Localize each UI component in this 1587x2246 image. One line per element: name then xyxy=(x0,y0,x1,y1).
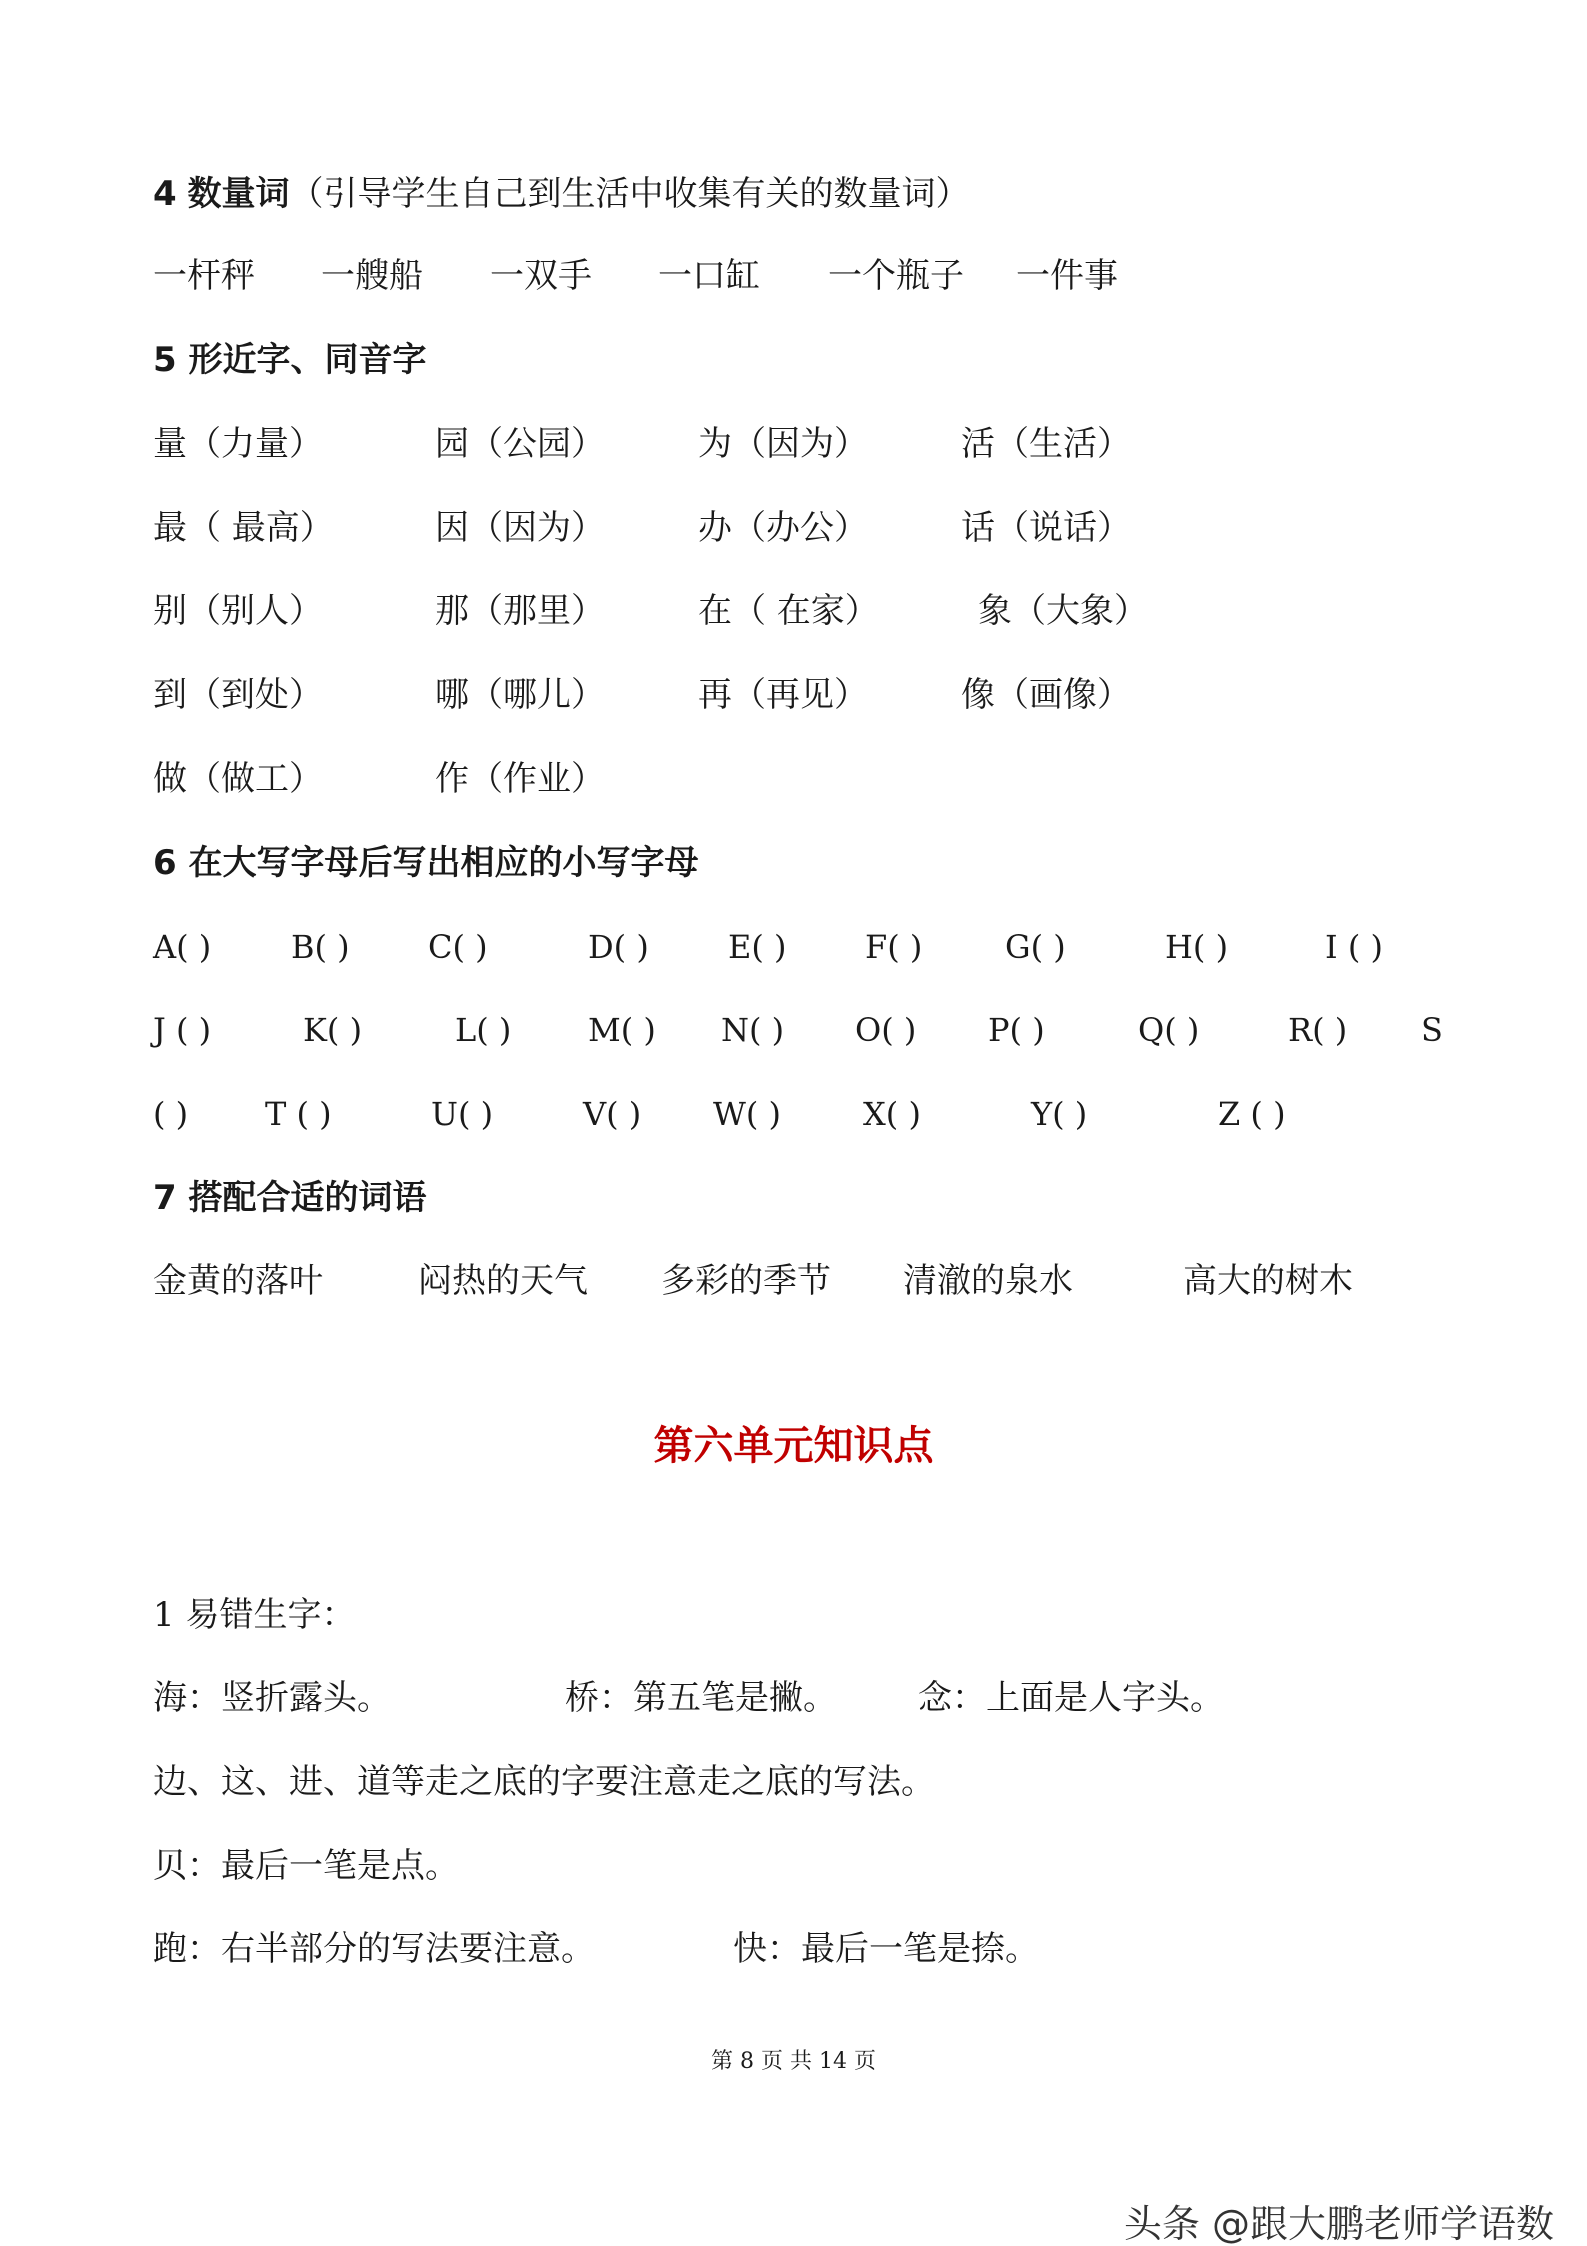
measure-word: 一口缸 xyxy=(658,256,760,296)
letter-blank: P( ) xyxy=(988,1011,1045,1049)
sec7-heading: 7 搭配合适的词语 xyxy=(153,1178,427,1218)
letter-blank: Y( ) xyxy=(1031,1095,1088,1133)
char-pair: 量（力量） xyxy=(153,424,323,464)
watermark: 头条 @跟大鹏老师学语数 xyxy=(1123,2202,1554,2246)
char-pair: 别（别人） xyxy=(153,591,323,631)
sec4-words-row xyxy=(153,256,1453,296)
char-pair: 园（公园） xyxy=(435,424,605,464)
letter-blank: S xyxy=(1421,1011,1443,1049)
sec5-row xyxy=(153,591,1453,631)
letter-blank: C( ) xyxy=(428,928,488,966)
sec6-row xyxy=(153,1010,1453,1050)
sec5-heading: 5 形近字、同音字 xyxy=(153,340,427,380)
char-pair: 因（因为） xyxy=(435,508,605,548)
note-item: 海：竖折露头。 xyxy=(153,1678,391,1718)
char-pair: 像（画像） xyxy=(961,675,1131,715)
letter-blank: H( ) xyxy=(1165,928,1229,966)
phrase: 金黄的落叶 xyxy=(153,1261,323,1301)
measure-word: 一艘船 xyxy=(321,256,423,296)
letter-blank: ( ) xyxy=(153,1095,189,1133)
sec5-row xyxy=(153,675,1453,715)
letter-blank: E( ) xyxy=(728,928,787,966)
char-pair: 做（做工） xyxy=(153,759,323,799)
measure-word: 一个瓶子 xyxy=(828,256,964,296)
sec7-words-row xyxy=(153,1261,1453,1301)
char-pair: 作（作业） xyxy=(435,759,605,799)
letter-blank: I ( ) xyxy=(1325,928,1383,966)
letter-blank: O( ) xyxy=(855,1011,917,1049)
note-item: 快：最后一笔是捺。 xyxy=(733,1929,1039,1969)
measure-word: 一件事 xyxy=(1016,256,1118,296)
letter-blank: L( ) xyxy=(455,1011,512,1049)
sec4-heading-note: （引导学生自己到生活中收集有关的数量词） xyxy=(289,174,970,214)
char-pair: 最（ 最高） xyxy=(153,508,334,548)
letter-blank: A( ) xyxy=(153,928,212,966)
char-pair: 为（因为） xyxy=(698,424,868,464)
char-pair: 话（说话） xyxy=(961,508,1131,548)
unit6-line: 边、这、进、道等走之底的字要注意走之底的写法。 xyxy=(153,1762,935,1802)
letter-blank: W( ) xyxy=(713,1095,782,1133)
letter-blank: J ( ) xyxy=(153,1011,212,1049)
sec5-row xyxy=(153,424,1453,464)
sec6-row xyxy=(153,927,1453,967)
note-item: 桥：第五笔是撇。 xyxy=(565,1678,837,1718)
unit6-line xyxy=(153,1929,1453,1969)
sec6-heading: 6 在大写字母后写出相应的小写字母 xyxy=(153,843,699,883)
char-pair: 哪（哪儿） xyxy=(435,675,605,715)
letter-blank: K( ) xyxy=(303,1011,363,1049)
letter-blank: T ( ) xyxy=(265,1095,332,1133)
letter-blank: Z ( ) xyxy=(1218,1095,1286,1133)
sec5-row xyxy=(153,759,1453,799)
unit6-line xyxy=(153,1678,1453,1718)
note-item: 跑：右半部分的写法要注意。 xyxy=(153,1929,595,1969)
page-number: 第 8 页 共 14 页 xyxy=(711,2049,876,2074)
letter-blank: Q( ) xyxy=(1138,1011,1200,1049)
letter-blank: N( ) xyxy=(721,1011,785,1049)
letter-blank: V( ) xyxy=(583,1095,642,1133)
char-pair: 活（生活） xyxy=(961,424,1131,464)
letter-blank: G( ) xyxy=(1005,928,1066,966)
letter-blank: D( ) xyxy=(588,928,649,966)
sec6-row xyxy=(153,1094,1453,1134)
letter-blank: M( ) xyxy=(588,1011,656,1049)
letter-blank: U( ) xyxy=(431,1095,494,1133)
unit6-line: 贝：最后一笔是点。 xyxy=(153,1846,459,1886)
char-pair: 办（办公） xyxy=(698,508,868,548)
char-pair: 象（大象） xyxy=(978,591,1148,631)
phrase: 闷热的天气 xyxy=(418,1261,588,1301)
letter-blank: F( ) xyxy=(865,928,923,966)
char-pair: 那（那里） xyxy=(435,591,605,631)
unit-title: 第六单元知识点 xyxy=(653,1423,934,1469)
phrase: 高大的树木 xyxy=(1183,1261,1353,1301)
unit6-sub-heading: 1 易错生字： xyxy=(153,1595,356,1635)
char-pair: 再（再见） xyxy=(698,675,868,715)
sec4-heading-title: 数量词 xyxy=(187,174,290,214)
char-pair: 到（到处） xyxy=(153,675,323,715)
measure-word: 一杆秤 xyxy=(153,256,255,296)
letter-blank: X( ) xyxy=(863,1095,921,1133)
note-item: 念：上面是人字头。 xyxy=(918,1678,1224,1718)
letter-blank: B( ) xyxy=(291,928,350,966)
sec4-heading-num: 4 xyxy=(153,174,177,214)
sec5-row xyxy=(153,508,1453,548)
sec4-heading xyxy=(153,174,969,214)
char-pair: 在（ 在家） xyxy=(698,591,879,631)
measure-word: 一双手 xyxy=(490,256,592,296)
letter-blank: R( ) xyxy=(1288,1011,1348,1049)
phrase: 清澈的泉水 xyxy=(903,1261,1073,1301)
phrase: 多彩的季节 xyxy=(661,1261,831,1301)
